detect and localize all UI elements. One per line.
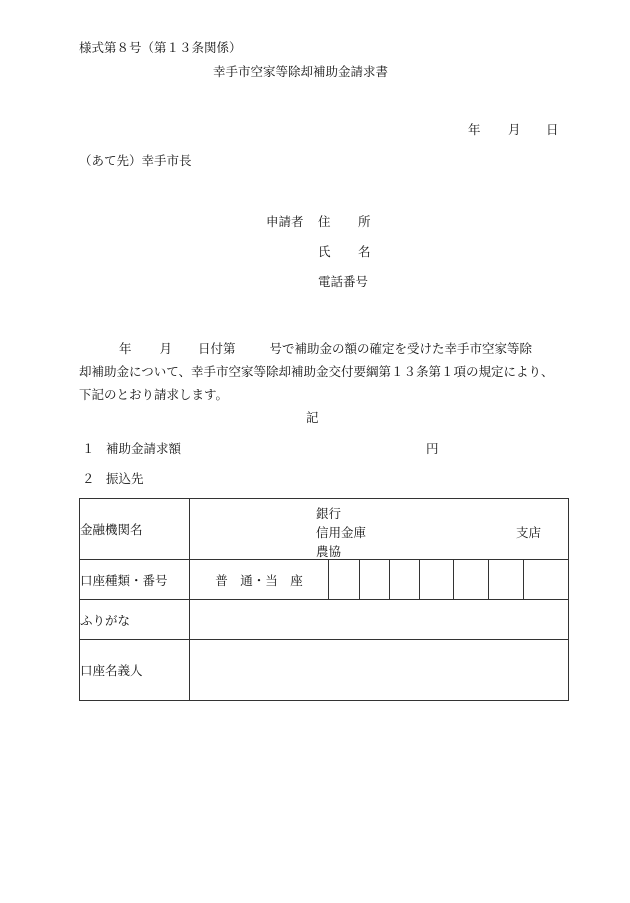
item1-number: １ [82,441,95,456]
body-month-label: 月 [159,341,173,356]
applicant-label: 申請者 [266,214,304,229]
bank-account-table [79,498,569,701]
furigana-row [80,600,569,640]
holder-row [80,640,569,701]
name-label-part1: 氏 [318,244,331,259]
account-digit-box[interactable] [329,560,360,600]
body-year-label: 年 [119,341,132,356]
body-day-no-label: 日付第 [198,341,236,356]
account-digit-box[interactable] [454,560,489,600]
institution-label: 金融機関名 [80,499,190,560]
bank-type-shinkin: 信用金庫 [316,524,367,540]
account-digit-box[interactable] [524,560,569,600]
furigana-label: ふりがな [80,600,190,640]
account-type-options[interactable]: 普 通・当 座 [190,560,329,600]
body-line-2: 却補助金について、幸手市空家等除却補助金交付要綱第１３条第１項の規定により、 [79,364,554,379]
furigana-value-cell[interactable] [190,600,569,640]
item2-label: 振込先 [106,471,144,486]
holder-value-cell[interactable] [190,640,569,701]
ki-heading: 記 [306,410,319,425]
account-digit-box[interactable] [489,560,524,600]
bank-type-nokyo: 農協 [316,543,342,559]
account-digit-box[interactable] [360,560,390,600]
request-body-text [79,337,579,406]
form-number: 様式第８号（第１３条関係） [79,40,242,55]
institution-row [80,499,569,560]
name-label-part2: 名 [358,244,371,259]
body-line-1-text: 号で補助金の額の確定を受けた幸手市空家等除 [269,341,533,356]
page-title: 幸手市空家等除却補助金請求書 [213,64,389,79]
item1-unit: 円 [426,441,439,456]
address-label-part1: 住 [318,214,331,229]
date-year-label: 年 [468,122,481,137]
account-digit-box[interactable] [390,560,420,600]
date-day-label: 日 [546,122,559,137]
account-digit-box[interactable] [420,560,454,600]
address-label-part2: 所 [358,214,371,229]
account-row [80,560,569,600]
body-line-1 [79,337,579,360]
addressee: （あて先）幸手市長 [79,153,192,168]
account-label: 口座種類・番号 [80,560,190,600]
item1-label: 補助金請求額 [106,441,182,456]
body-line-3: 下記のとおり請求します。 [79,387,229,402]
branch-label: 支店 [516,524,542,540]
item2-number: ２ [82,471,95,486]
holder-label: 口座名義人 [80,640,190,701]
institution-value-cell[interactable] [190,499,569,560]
bank-type-bank: 銀行 [316,505,342,521]
phone-label: 電話番号 [318,274,369,289]
date-month-label: 月 [508,122,521,137]
